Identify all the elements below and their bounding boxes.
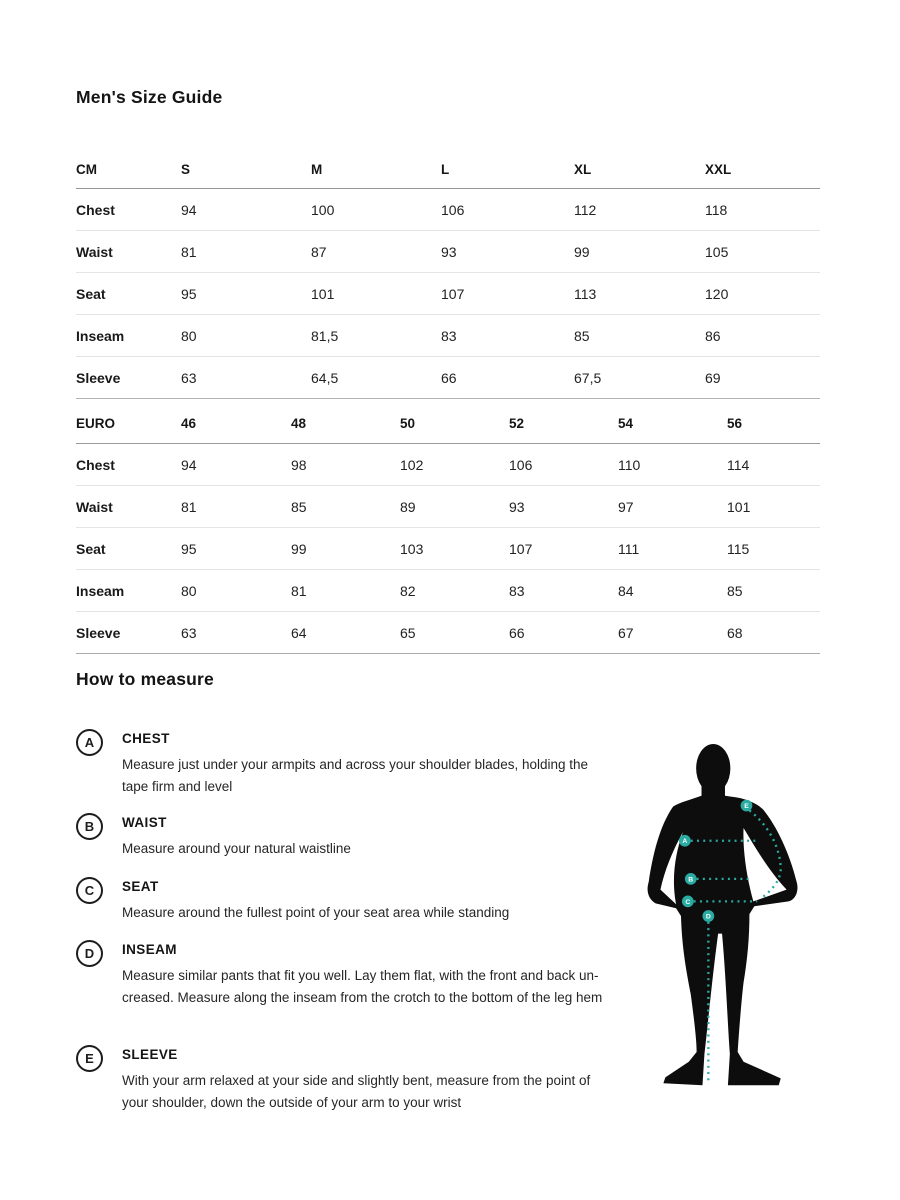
page-title: Men's Size Guide bbox=[76, 87, 223, 107]
table-cell: 114 bbox=[727, 444, 820, 486]
measure-item-description: Measure around your natural waistline bbox=[122, 841, 351, 856]
column-header: XXL bbox=[705, 157, 820, 189]
table-cell: 63 bbox=[181, 612, 291, 654]
column-header: 54 bbox=[618, 399, 727, 444]
table-cell: 105 bbox=[705, 231, 820, 273]
column-header: 50 bbox=[400, 399, 509, 444]
size-table-euro bbox=[76, 399, 820, 654]
table-cell: 110 bbox=[618, 444, 727, 486]
letter-e-badge: E bbox=[76, 1045, 103, 1072]
table-cell: 83 bbox=[509, 570, 618, 612]
column-header: 56 bbox=[727, 399, 820, 444]
measure-item-title: SLEEVE bbox=[122, 1047, 178, 1062]
row-label: Inseam bbox=[76, 570, 181, 612]
table-cell: 80 bbox=[181, 570, 291, 612]
measure-item-description: Measure just under your armpits and across your shoulder blades, holding the tape firm and level bbox=[122, 757, 589, 794]
table-header-row bbox=[76, 157, 820, 189]
table-cell: 63 bbox=[181, 357, 311, 399]
table-cell: 95 bbox=[181, 528, 291, 570]
table-row bbox=[76, 444, 820, 486]
letter-c-badge: C bbox=[76, 877, 103, 904]
column-header: EURO bbox=[76, 399, 181, 444]
table-cell: 80 bbox=[181, 315, 311, 357]
table-cell: 99 bbox=[291, 528, 400, 570]
table-cell: 115 bbox=[727, 528, 820, 570]
table-cell: 113 bbox=[574, 273, 705, 315]
table-cell: 81 bbox=[181, 486, 291, 528]
table-cell: 106 bbox=[509, 444, 618, 486]
table-cell: 64 bbox=[291, 612, 400, 654]
table-cell: 118 bbox=[705, 189, 820, 231]
table-row bbox=[76, 528, 820, 570]
table-cell: 101 bbox=[311, 273, 441, 315]
measure-item-seat bbox=[76, 877, 606, 924]
column-header: XL bbox=[574, 157, 705, 189]
table-cell: 103 bbox=[400, 528, 509, 570]
measure-item-description: Measure around the fullest point of your seat area while standing bbox=[122, 905, 510, 920]
measure-item-title: INSEAM bbox=[122, 942, 177, 957]
table-cell: 94 bbox=[181, 189, 311, 231]
table-cell: 107 bbox=[441, 273, 574, 315]
table-cell: 81 bbox=[291, 570, 400, 612]
how-to-measure-title: How to measure bbox=[76, 669, 214, 689]
table-cell: 102 bbox=[400, 444, 509, 486]
table-cell: 100 bbox=[311, 189, 441, 231]
table-cell: 65 bbox=[400, 612, 509, 654]
row-label: Seat bbox=[76, 528, 181, 570]
row-label: Chest bbox=[76, 189, 181, 231]
table-cell: 67,5 bbox=[574, 357, 705, 399]
measure-item-inseam bbox=[76, 940, 606, 1008]
column-header: S bbox=[181, 157, 311, 189]
measure-item-sleeve bbox=[76, 1045, 606, 1113]
row-label: Sleeve bbox=[76, 357, 181, 399]
column-header: 52 bbox=[509, 399, 618, 444]
size-tables bbox=[76, 157, 820, 654]
table-cell: 99 bbox=[574, 231, 705, 273]
measure-item-description: Measure similar pants that fit you well. Lay them flat, with the front and back un-creased. Measure along the inseam from the crotch to the bottom of the leg hem bbox=[122, 968, 603, 1005]
column-header: 46 bbox=[181, 399, 291, 444]
table-row bbox=[76, 315, 820, 357]
measure-item-waist bbox=[76, 813, 606, 860]
measurement-figure bbox=[644, 742, 804, 1094]
table-cell: 101 bbox=[727, 486, 820, 528]
body-silhouette-icon bbox=[644, 742, 804, 1094]
marker-d: D bbox=[705, 913, 711, 921]
table-cell: 85 bbox=[574, 315, 705, 357]
measure-item-title: SEAT bbox=[122, 879, 159, 894]
table-cell: 111 bbox=[618, 528, 727, 570]
table-cell: 85 bbox=[727, 570, 820, 612]
row-label: Seat bbox=[76, 273, 181, 315]
size-table-cm bbox=[76, 157, 820, 399]
table-row bbox=[76, 486, 820, 528]
row-label: Sleeve bbox=[76, 612, 181, 654]
table-cell: 87 bbox=[311, 231, 441, 273]
column-header: M bbox=[311, 157, 441, 189]
measure-item-title: WAIST bbox=[122, 815, 167, 830]
table-cell: 86 bbox=[705, 315, 820, 357]
table-cell: 83 bbox=[441, 315, 574, 357]
row-label: Waist bbox=[76, 231, 181, 273]
row-label: Inseam bbox=[76, 315, 181, 357]
column-header: L bbox=[441, 157, 574, 189]
table-cell: 112 bbox=[574, 189, 705, 231]
table-cell: 95 bbox=[181, 273, 311, 315]
table-cell: 66 bbox=[509, 612, 618, 654]
table-row bbox=[76, 189, 820, 231]
marker-a: A bbox=[682, 838, 688, 846]
marker-c: C bbox=[685, 898, 691, 906]
table-cell: 81 bbox=[181, 231, 311, 273]
table-row bbox=[76, 570, 820, 612]
row-label: Waist bbox=[76, 486, 181, 528]
table-header-row bbox=[76, 399, 820, 444]
table-cell: 94 bbox=[181, 444, 291, 486]
table-row bbox=[76, 273, 820, 315]
marker-b: B bbox=[688, 876, 694, 884]
table-row bbox=[76, 612, 820, 654]
column-header: 48 bbox=[291, 399, 400, 444]
table-cell: 69 bbox=[705, 357, 820, 399]
table-cell: 68 bbox=[727, 612, 820, 654]
table-cell: 106 bbox=[441, 189, 574, 231]
table-cell: 120 bbox=[705, 273, 820, 315]
column-header: CM bbox=[76, 157, 181, 189]
letter-b-badge: B bbox=[76, 813, 103, 840]
table-cell: 85 bbox=[291, 486, 400, 528]
measure-item-description: With your arm relaxed at your side and slightly bent, measure from the point of your shoulder, down the outside of your arm to your wrist bbox=[122, 1073, 591, 1110]
marker-e: E bbox=[744, 803, 749, 810]
letter-a-badge: A bbox=[76, 729, 103, 756]
table-cell: 107 bbox=[509, 528, 618, 570]
table-cell: 84 bbox=[618, 570, 727, 612]
table-cell: 97 bbox=[618, 486, 727, 528]
table-cell: 81,5 bbox=[311, 315, 441, 357]
table-cell: 93 bbox=[509, 486, 618, 528]
table-cell: 82 bbox=[400, 570, 509, 612]
table-cell: 66 bbox=[441, 357, 574, 399]
table-cell: 64,5 bbox=[311, 357, 441, 399]
table-row bbox=[76, 357, 820, 399]
table-cell: 93 bbox=[441, 231, 574, 273]
letter-d-badge: D bbox=[76, 940, 103, 967]
row-label: Chest bbox=[76, 444, 181, 486]
table-cell: 67 bbox=[618, 612, 727, 654]
table-cell: 98 bbox=[291, 444, 400, 486]
table-cell: 89 bbox=[400, 486, 509, 528]
table-row bbox=[76, 231, 820, 273]
measure-item-chest bbox=[76, 729, 606, 797]
measure-item-title: CHEST bbox=[122, 731, 170, 746]
